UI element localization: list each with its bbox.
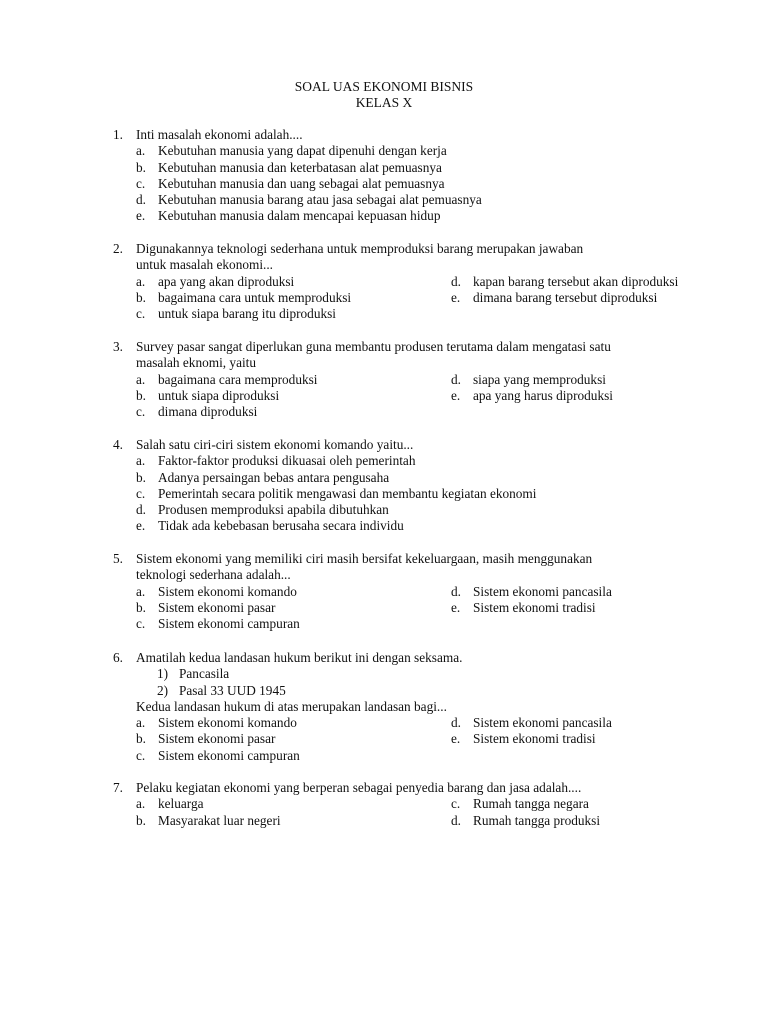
option-d: d. Sistem ekonomi pancasila [451,583,612,599]
option-c: c. untuk siapa barang itu diproduksi [136,306,337,322]
option-c: c. Sistem ekonomi campuran [136,747,300,763]
question-text-cont: masalah eknomi, yaitu [136,355,257,371]
question-text: Pelaku kegiatan ekonomi yang berperan sebagai penyedia barang dan jasa adalah.... [136,780,582,795]
question-number: 3. [113,339,123,354]
option-d: d. Sistem ekonomi pancasila [451,715,612,731]
option-b: b. Sistem ekonomi pasar [136,731,276,747]
question-6 [113,650,733,764]
question-text-cont: Kedua landasan hukum di atas merupakan landasan bagi... [136,698,447,714]
question-text: Salah satu ciri-ciri sistem ekonomi komando yaitu... [136,437,414,452]
question-text: Amatilah kedua landasan hukum berikut ini dengan seksama. [136,650,463,665]
option-e: e. apa yang harus diproduksi [451,387,613,403]
option-d: d. Kebutuhan manusia barang atau jasa sebagai alat pemuasnya [136,192,482,208]
option-e: e. Sistem ekonomi tradisi [451,731,596,747]
option-e: e. Kebutuhan manusia dalam mencapai kepuasan hidup [136,208,441,224]
option-b: b. untuk siapa diproduksi [136,387,280,403]
option-a: a. Sistem ekonomi komando [136,583,297,599]
option-b: b. Masyarakat luar negeri [136,812,281,828]
option-a: a. Faktor-faktor produksi dikuasai oleh pemerintah [136,453,416,469]
sub-item-1: 1) Pancasila [157,666,230,682]
option-e: e. dimana barang tersebut diproduksi [451,289,658,305]
option-c: c. Rumah tangga negara [451,796,589,812]
option-a: a. Kebutuhan manusia yang dapat dipenuhi dengan kerja [136,143,447,159]
question-2 [113,241,733,322]
question-7 [113,780,733,829]
option-a: a. apa yang akan diproduksi [136,273,295,289]
option-b: b. Kebutuhan manusia dan keterbatasan alat pemuasnya [136,159,442,175]
option-e: e. Sistem ekonomi tradisi [451,599,596,615]
question-number: 7. [113,780,123,795]
question-text-cont: teknologi sederhana adalah... [136,567,291,583]
option-a: a. bagaimana cara memproduksi [136,371,318,387]
exam-class: KELAS X [355,95,413,110]
option-a: a. keluarga [136,796,204,812]
question-1 [113,127,733,225]
question-text: Inti masalah ekonomi adalah.... [136,127,303,142]
option-c: c. Kebutuhan manusia dan uang sebagai alat pemuasnya [136,175,445,191]
question-text: Survey pasar sangat diperlukan guna membantu produsen terutama dalam mengatasi satu [136,339,611,354]
sub-item-2: 2) Pasal 33 UUD 1945 [157,682,286,698]
question-text-cont: untuk masalah ekonomi... [136,257,274,273]
option-c: c. dimana diproduksi [136,404,258,420]
option-b: b. Adanya persaingan bebas antara pengusaha [136,469,390,485]
option-c: c. Sistem ekonomi campuran [136,616,300,632]
option-b: b. bagaimana cara untuk memproduksi [136,289,352,305]
option-d: d. Produsen memproduksi apabila dibutuhkan [136,502,389,518]
question-3 [113,339,733,420]
option-c: c. Pemerintah secara politik mengawasi dan membantu kegiatan ekonomi [136,485,537,501]
exam-title: SOAL UAS EKONOMI BISNIS [294,79,474,94]
option-a: a. Sistem ekonomi komando [136,715,297,731]
question-number: 2. [113,241,123,256]
question-number: 6. [113,650,123,665]
option-d: d. kapan barang tersebut akan diproduksi [451,273,679,289]
option-d: d. siapa yang memproduksi [451,371,606,387]
question-4 [113,437,733,535]
question-number: 4. [113,437,123,452]
question-number: 5. [113,551,123,566]
question-5 [113,551,733,632]
option-b: b. Sistem ekonomi pasar [136,599,276,615]
option-d: d. Rumah tangga produksi [451,812,601,828]
question-number: 1. [113,127,123,142]
question-text: Sistem ekonomi yang memiliki ciri masih bersifat kekeluargaan, masih menggunakan [136,551,593,566]
question-text: Digunakannya teknologi sederhana untuk memproduksi barang merupakan jawaban [136,241,584,256]
option-e: e. Tidak ada kebebasan berusaha secara individu [136,518,404,534]
